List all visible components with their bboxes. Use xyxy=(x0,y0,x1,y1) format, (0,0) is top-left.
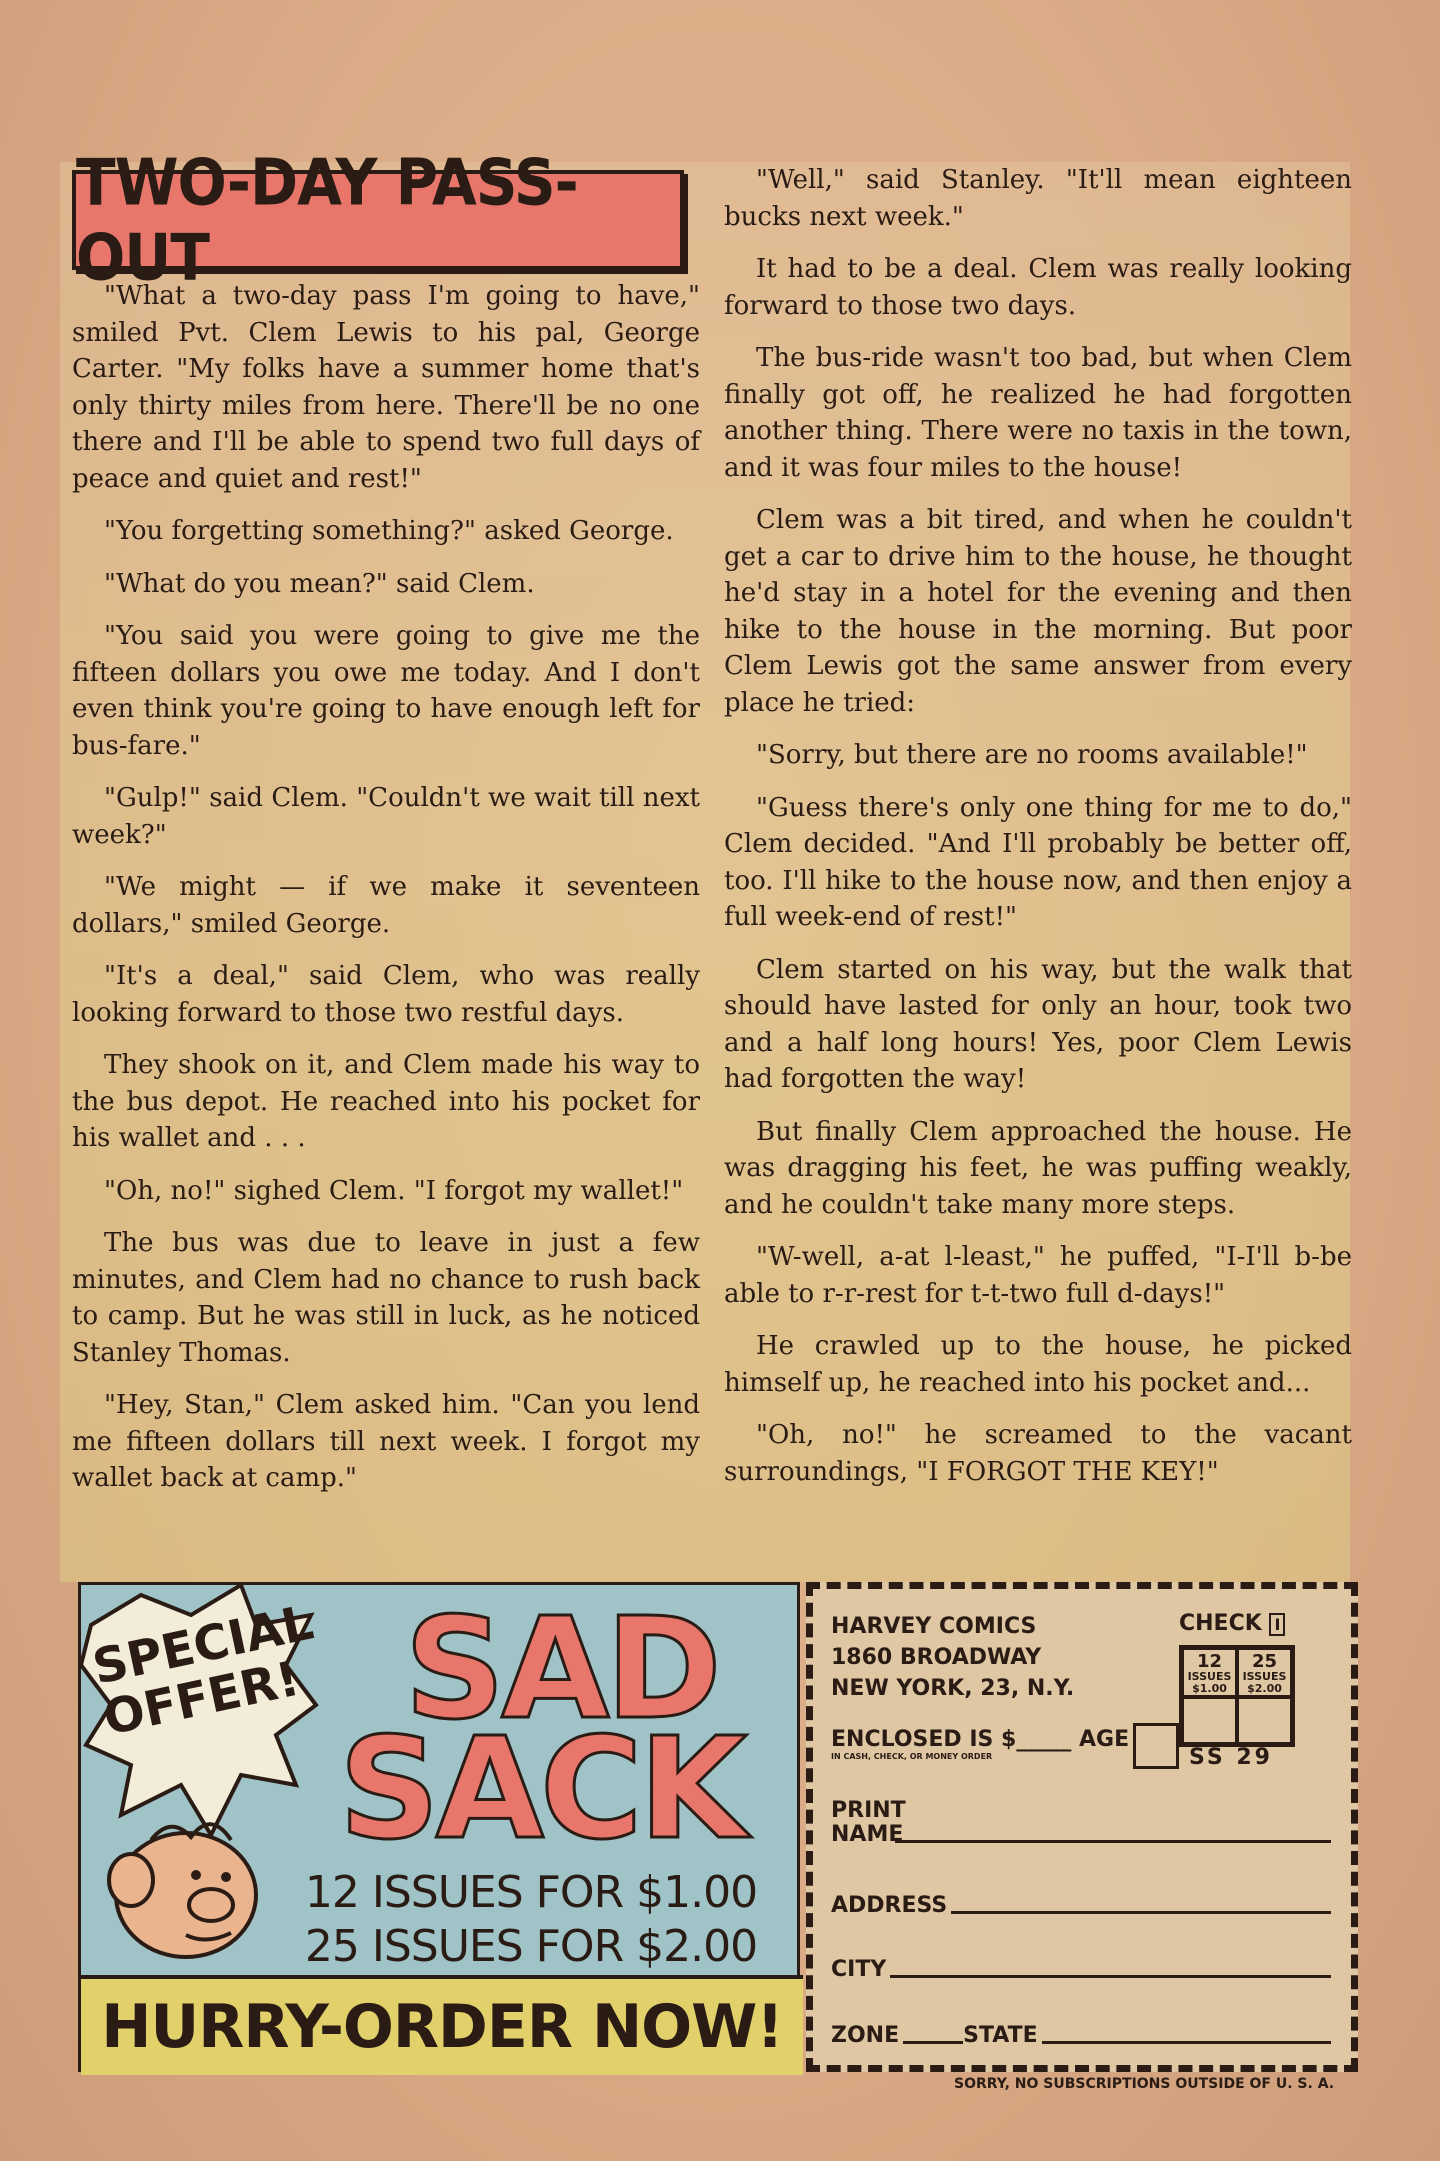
offer-25-issues: 25 ISSUES FOR $2.00 xyxy=(304,1921,758,1972)
sad-sack-ad xyxy=(78,1582,1358,2072)
story-paragraph: "What a two-day pass I'm going to have," smiled Pvt. Clem Lewis to his pal, George Carter. "My folks have a summer home that's only thirty miles from here. There'll be no one there and I'll be able to spend two full days of peace and quiet and rest!" xyxy=(72,281,700,494)
option-12-issues[interactable]: 12 ISSUES $1.00 xyxy=(1182,1648,1237,1697)
subscription-options xyxy=(1179,1645,1295,1747)
name-field[interactable]: PRINT NAME xyxy=(831,1799,1331,1847)
address-field[interactable]: ADDRESS xyxy=(831,1893,1331,1918)
zone-state-field[interactable]: ZONE STATE xyxy=(831,2023,1331,2048)
story-title-box xyxy=(72,145,684,295)
story-paragraph: "It's a deal," said Clem, who was really looking forward to those two restful days. xyxy=(72,961,700,1028)
order-coupon xyxy=(806,1582,1358,2072)
age-box[interactable] xyxy=(1133,1723,1179,1769)
story-paragraph: "Guess there's only one thing for me to do," Clem decided. "And I'll probably be better off, too. I'll hike to the house now, and then enjoy a full week-end of rest!" xyxy=(724,792,1352,932)
option-25-issues[interactable]: 25 ISSUES $2.00 xyxy=(1237,1648,1292,1697)
story-paragraph: "Oh, no!" he screamed to the vacant surroundings, "I FORGOT THE KEY!" xyxy=(724,1420,1352,1487)
check-label xyxy=(1179,1611,1285,1636)
story-paragraph: "We might — if we make it seventeen dollars," smiled George. xyxy=(72,872,700,939)
ad-artwork xyxy=(78,1582,800,2072)
story-paragraph: They shook on it, and Clem made his way to the bus depot. He reached into his pocket for his wallet and . . . xyxy=(72,1050,700,1153)
story-column-right xyxy=(724,162,1352,1506)
story-paragraph: "Sorry, but there are no rooms available!" xyxy=(756,740,1308,770)
story-column-left xyxy=(72,278,700,1513)
story-paragraph: "Oh, no!" sighed Clem. "I forgot my wallet!" xyxy=(104,1175,684,1206)
story-paragraph: The bus was due to leave in just a few minutes, and Clem had no chance to rush back to camp. But he was still in luck, as he noticed Stanley Thomas. xyxy=(72,1228,700,1368)
checkbox-12[interactable] xyxy=(1182,1697,1237,1744)
story-paragraph: "You forgetting something?" asked George. xyxy=(104,516,674,546)
city-field[interactable]: CITY xyxy=(831,1957,1331,1982)
address-line: NEW YORK, 23, N.Y. xyxy=(831,1676,1075,1701)
address-line: 1860 BROADWAY xyxy=(831,1645,1042,1670)
story-paragraph: "Gulp!" said Clem. "Couldn't we wait till next week?" xyxy=(72,783,700,850)
enclosed-field[interactable]: ENCLOSED IS $_____ AGE IN CASH, CHECK, OR MONEY ORDER xyxy=(831,1727,1130,1761)
story-paragraph: "W-well, a-at l-least," he puffed, "I-I'll b-be able to r-r-rest for t-t-two full d-days!" xyxy=(724,1242,1352,1309)
publisher-address xyxy=(831,1611,1074,1704)
hurry-order-banner: HURRY-ORDER NOW! xyxy=(81,1975,803,2075)
offer-12-issues: 12 ISSUES FOR $1.00 xyxy=(304,1867,758,1918)
checkbox-25[interactable] xyxy=(1237,1697,1292,1744)
check-box-mark: I xyxy=(1269,1613,1285,1636)
check-label-text: CHECK xyxy=(1179,1611,1262,1636)
story-paragraph: "What do you mean?" said Clem. xyxy=(104,568,535,599)
ad-title-sad: SAD xyxy=(404,1588,718,1751)
story-title: TWO-DAY PASS-OUT xyxy=(76,145,578,295)
story-paragraph: "You said you were going to give me the fifteen dollars you owe me today. And I don't even think you're going to have enough left for bus-fare." xyxy=(72,621,700,761)
subscription-footnote: SORRY, NO SUBSCRIPTIONS OUTSIDE OF U. S. A. xyxy=(954,2076,1335,2092)
story-paragraph: Clem started on his way, but the walk that should have lasted for only an hour, took two and a half long hours! Yes, poor Clem Lewis had forgotten the way! xyxy=(724,954,1352,1094)
story-paragraph: The bus-ride wasn't too bad, but when Clem finally got off, he realized he had forgotten another thing. There were no taxis in the town, and it was four miles to the house! xyxy=(724,343,1352,483)
ad-title-sack: SACK xyxy=(338,1708,744,1871)
sad-sack-face-icon xyxy=(91,1785,291,1975)
address-line: HARVEY COMICS xyxy=(831,1614,1037,1639)
story-paragraph: He crawled up to the house, he picked himself up, he reached into his pocket and... xyxy=(724,1331,1352,1398)
story-paragraph: But finally Clem approached the house. He was dragging his feet, he was puffing weakly, and he couldn't take many more steps. xyxy=(724,1116,1352,1220)
story-paragraph: "Hey, Stan," Clem asked him. "Can you lend me fifteen dollars till next week. I forgot my wallet back at camp." xyxy=(72,1390,700,1493)
story-paragraph: Clem was a bit tired, and when he couldn't get a car to drive him to the house, he thought he'd stay in a hotel for the evening and then hike to the house in the morning. But poor Clem Lewis got the same answer from every place he tried: xyxy=(724,505,1352,718)
story-paragraph: "Well," said Stanley. "It'll mean eighteen bucks next week." xyxy=(724,165,1352,232)
coupon-code: SS 29 xyxy=(1189,1745,1273,1770)
story-paragraph: It had to be a deal. Clem was really looking forward to those two days. xyxy=(724,254,1352,321)
special-offer-text: SPECIAL OFFER! xyxy=(87,1594,319,1747)
